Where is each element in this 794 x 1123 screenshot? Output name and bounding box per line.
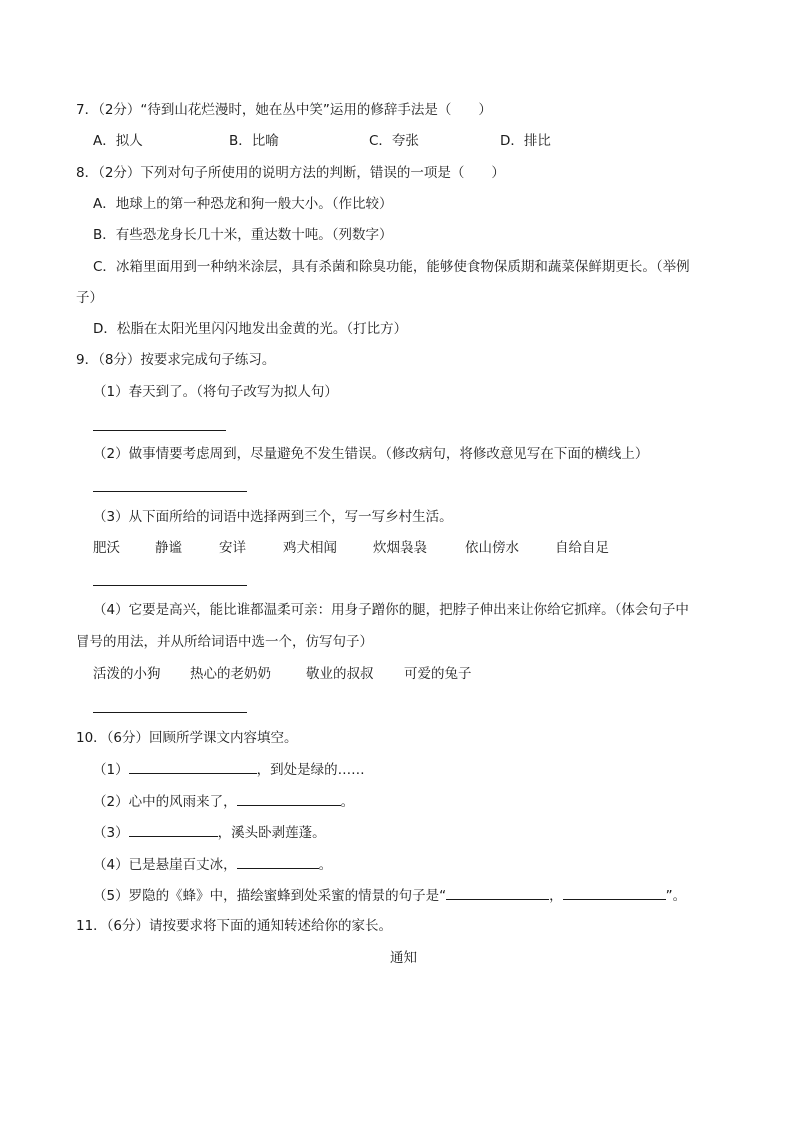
q8-stem: 8．（2分）下列对句子所使用的说明方法的判断，错误的一项是（ ） [76,165,505,181]
q9-part3-answer-line[interactable] [93,585,247,586]
q9-part4-line1: （4）它要是高兴，能比谁都温柔可亲：用身子蹭你的腿，把脖子伸出来让你给它抓痒。（体会句子中 [93,602,689,618]
q8-option-b: B．有些恐龙身长几十米，重达数十吨。（列数字） [93,227,393,243]
q8-option-d: D．松脂在太阳光里闪闪地发出金黄的光。（打比方） [93,321,408,337]
notice-title: 通知 [390,950,417,966]
q10-item5 [93,886,686,905]
q10-item3-prefix: （3） [93,825,129,841]
q9-part4-line2: 冒号的用法，并从所给词语中选一个，仿写句子） [76,634,373,650]
q9-phrase: 敬业的叔叔 [306,666,374,682]
q10-item1 [93,760,365,779]
q8-option-c-line1: C．冰箱里面用到一种纳米涂层，具有杀菌和除臭功能，能够使食物保质期和蔬菜保鲜期更长。（举例 [93,259,690,275]
q10-item5-prefix: （5）罗隐的《蜂》中，描绘蜜蜂到处采蜜的情景的句子是“ [93,888,447,904]
q9-stem: 9．（8分）按要求完成句子练习。 [76,352,276,368]
q10-item2 [93,792,354,811]
q9-phrase: 活泼的小狗 [93,666,161,682]
q9-part4-answer-line[interactable] [93,712,247,713]
q10-item1-blank[interactable] [129,760,257,774]
q10-item1-suffix: ，到处是绿的…… [256,762,365,778]
q10-stem: 10．（6分）回顾所学课文内容填空。 [76,730,298,746]
q8-option-a: A．地球上的第一种恐龙和狗一般大小。（作比较） [93,196,393,212]
q9-word: 鸡犬相闻 [283,540,337,556]
q9-part2-answer-line[interactable] [93,491,247,492]
q9-word: 静谧 [155,540,182,556]
q10-item4-suffix: 。 [318,857,333,873]
q9-part1: （1）春天到了。（将句子改写为拟人句） [93,384,338,400]
q10-item4 [93,855,332,874]
q9-word: 自给自足 [555,540,609,556]
q7-option-d: D．排比 [500,133,551,149]
q7-option-c: C．夸张 [369,133,419,149]
q10-item2-blank[interactable] [237,792,341,806]
q10-item5-suffix: ”。 [665,888,687,904]
q10-item5-separator: ， [549,888,563,904]
q10-item2-prefix: （2）心中的风雨来了， [93,794,237,810]
q7-stem: 7．（2分）“待到山花烂漫时，她在丛中笑”运用的修辞手法是（ ） [76,102,492,118]
q8-option-c-line2: 子） [76,290,103,306]
q11-stem: 11．（6分）请按要求将下面的通知转述给你的家长。 [76,918,393,934]
q9-word: 炊烟袅袅 [373,540,427,556]
q9-phrase: 可爱的兔子 [404,666,472,682]
q10-item2-suffix: 。 [340,794,355,810]
q10-item5-blank-1[interactable] [446,886,549,900]
q9-word: 安详 [219,540,246,556]
q10-item3 [93,823,326,842]
q9-part2: （2）做事情要考虑周到，尽量避免不发生错误。（修改病句，将修改意见写在下面的横线上） [93,446,649,462]
q9-word: 依山傍水 [465,540,519,556]
q10-item4-blank[interactable] [237,855,319,869]
q9-part1-answer-line[interactable] [93,430,226,431]
q9-part3: （3）从下面所给的词语中选择两到三个，写一写乡村生活。 [93,509,453,525]
q10-item3-blank[interactable] [129,823,218,837]
q10-item5-blank-2[interactable] [563,886,666,900]
q10-item1-prefix: （1） [93,762,129,778]
q10-item3-suffix: ，溪头卧剥莲蓬。 [217,825,326,841]
q9-word: 肥沃 [93,540,120,556]
q7-option-a: A．拟人 [93,133,143,149]
q7-option-b: B．比喻 [229,133,279,149]
q9-phrase: 热心的老奶奶 [190,666,271,682]
q10-item4-prefix: （4）已是悬崖百丈冰， [93,857,237,873]
